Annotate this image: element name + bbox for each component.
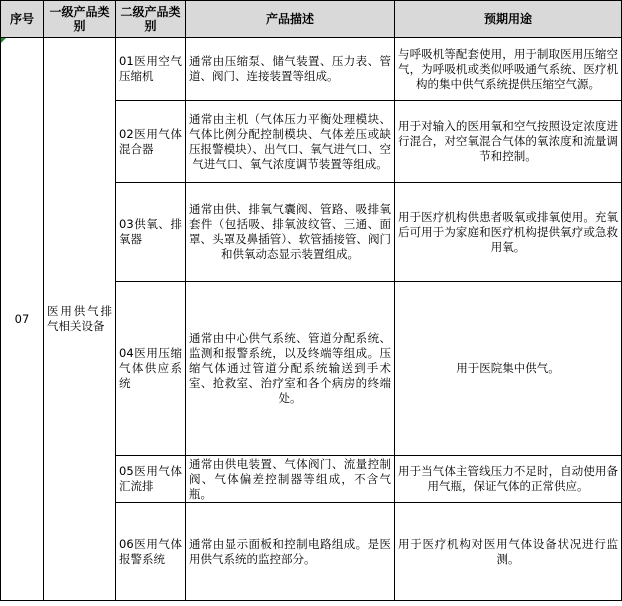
description-cell: 通常由显示面板和控制电路组成。是医用供气系统的监控部分。 <box>186 503 395 601</box>
secondary-category-cell: 01医用空气压缩机 <box>116 38 186 101</box>
secondary-category-cell: 04医用压缩气体供应系统 <box>116 282 186 456</box>
secondary-category-cell: 06医用气体报警系统 <box>116 503 186 601</box>
description-cell: 通常由供、排氧气囊阀、管路、吸排氧套件（包括吸、排氧波纹管、三通、面罩、头罩及鼻插管）、软管插接管、阀门和供氧动态显示装置组成。 <box>186 183 395 282</box>
description-cell: 通常由压缩泵、储气装置、压力表、管道、阀门、连接装置等组成。 <box>186 38 395 101</box>
intended-use-cell: 用于医疗机构对医用气体设备状况进行监测。 <box>395 503 622 601</box>
intended-use-cell: 用于医疗机构供患者吸氧或排氧使用。充氧后可用于为家庭和医疗机构提供氧疗或急救用氧。 <box>395 183 622 282</box>
header-intended-use: 预期用途 <box>395 1 622 38</box>
intended-use-cell: 用于当气体主管线压力不足时，自动使用备用气瓶，保证气体的正常供应。 <box>395 456 622 503</box>
primary-category-cell: 医用供气排气相关设备 <box>44 38 116 601</box>
header-description: 产品描述 <box>186 1 395 38</box>
secondary-category-cell: 02医用气体混合器 <box>116 101 186 183</box>
header-seq: 序号 <box>1 1 44 38</box>
intended-use-cell: 用于对输入的医用氧和空气按照设定浓度进行混合，对空氧混合气体的氧浓度和流量调节和控制。 <box>395 101 622 183</box>
secondary-category-cell: 05医用气体汇流排 <box>116 456 186 503</box>
table-row <box>1 38 622 101</box>
description-cell: 通常由供电装置、气体阀门、流量控制阀、气体偏差控制器等组成，不含气瓶。 <box>186 456 395 503</box>
intended-use-cell: 用于医院集中供气。 <box>395 282 622 456</box>
seq-cell: 07 <box>1 38 44 601</box>
description-cell: 通常由中心供气系统、管道分配系统、监测和报警系统，以及终端等组成。压缩气体通过管道分配系统输送到手术室、抢救室、治疗室和各个病房的终端处。 <box>186 282 395 456</box>
table-header-row <box>1 1 622 38</box>
intended-use-cell: 与呼吸机等配套使用，用于制取医用压缩空气，为呼吸机或类似呼吸通气系统、医疗机构的集中供气系统提供压缩空气源。 <box>395 38 622 101</box>
description-cell: 通常由主机（气体压力平衡处理模块、气体比例分配控制模块、气体差压或缺压报警模块）、出气口、氧气进气口、空气进气口、氧气浓度调节装置等组成。 <box>186 101 395 183</box>
header-primary-category: 一级产品类别 <box>44 1 116 38</box>
header-secondary-category: 二级产品类别 <box>116 1 186 38</box>
secondary-category-cell: 03供氧、排氧器 <box>116 183 186 282</box>
cell-comment-marker <box>1 38 6 43</box>
